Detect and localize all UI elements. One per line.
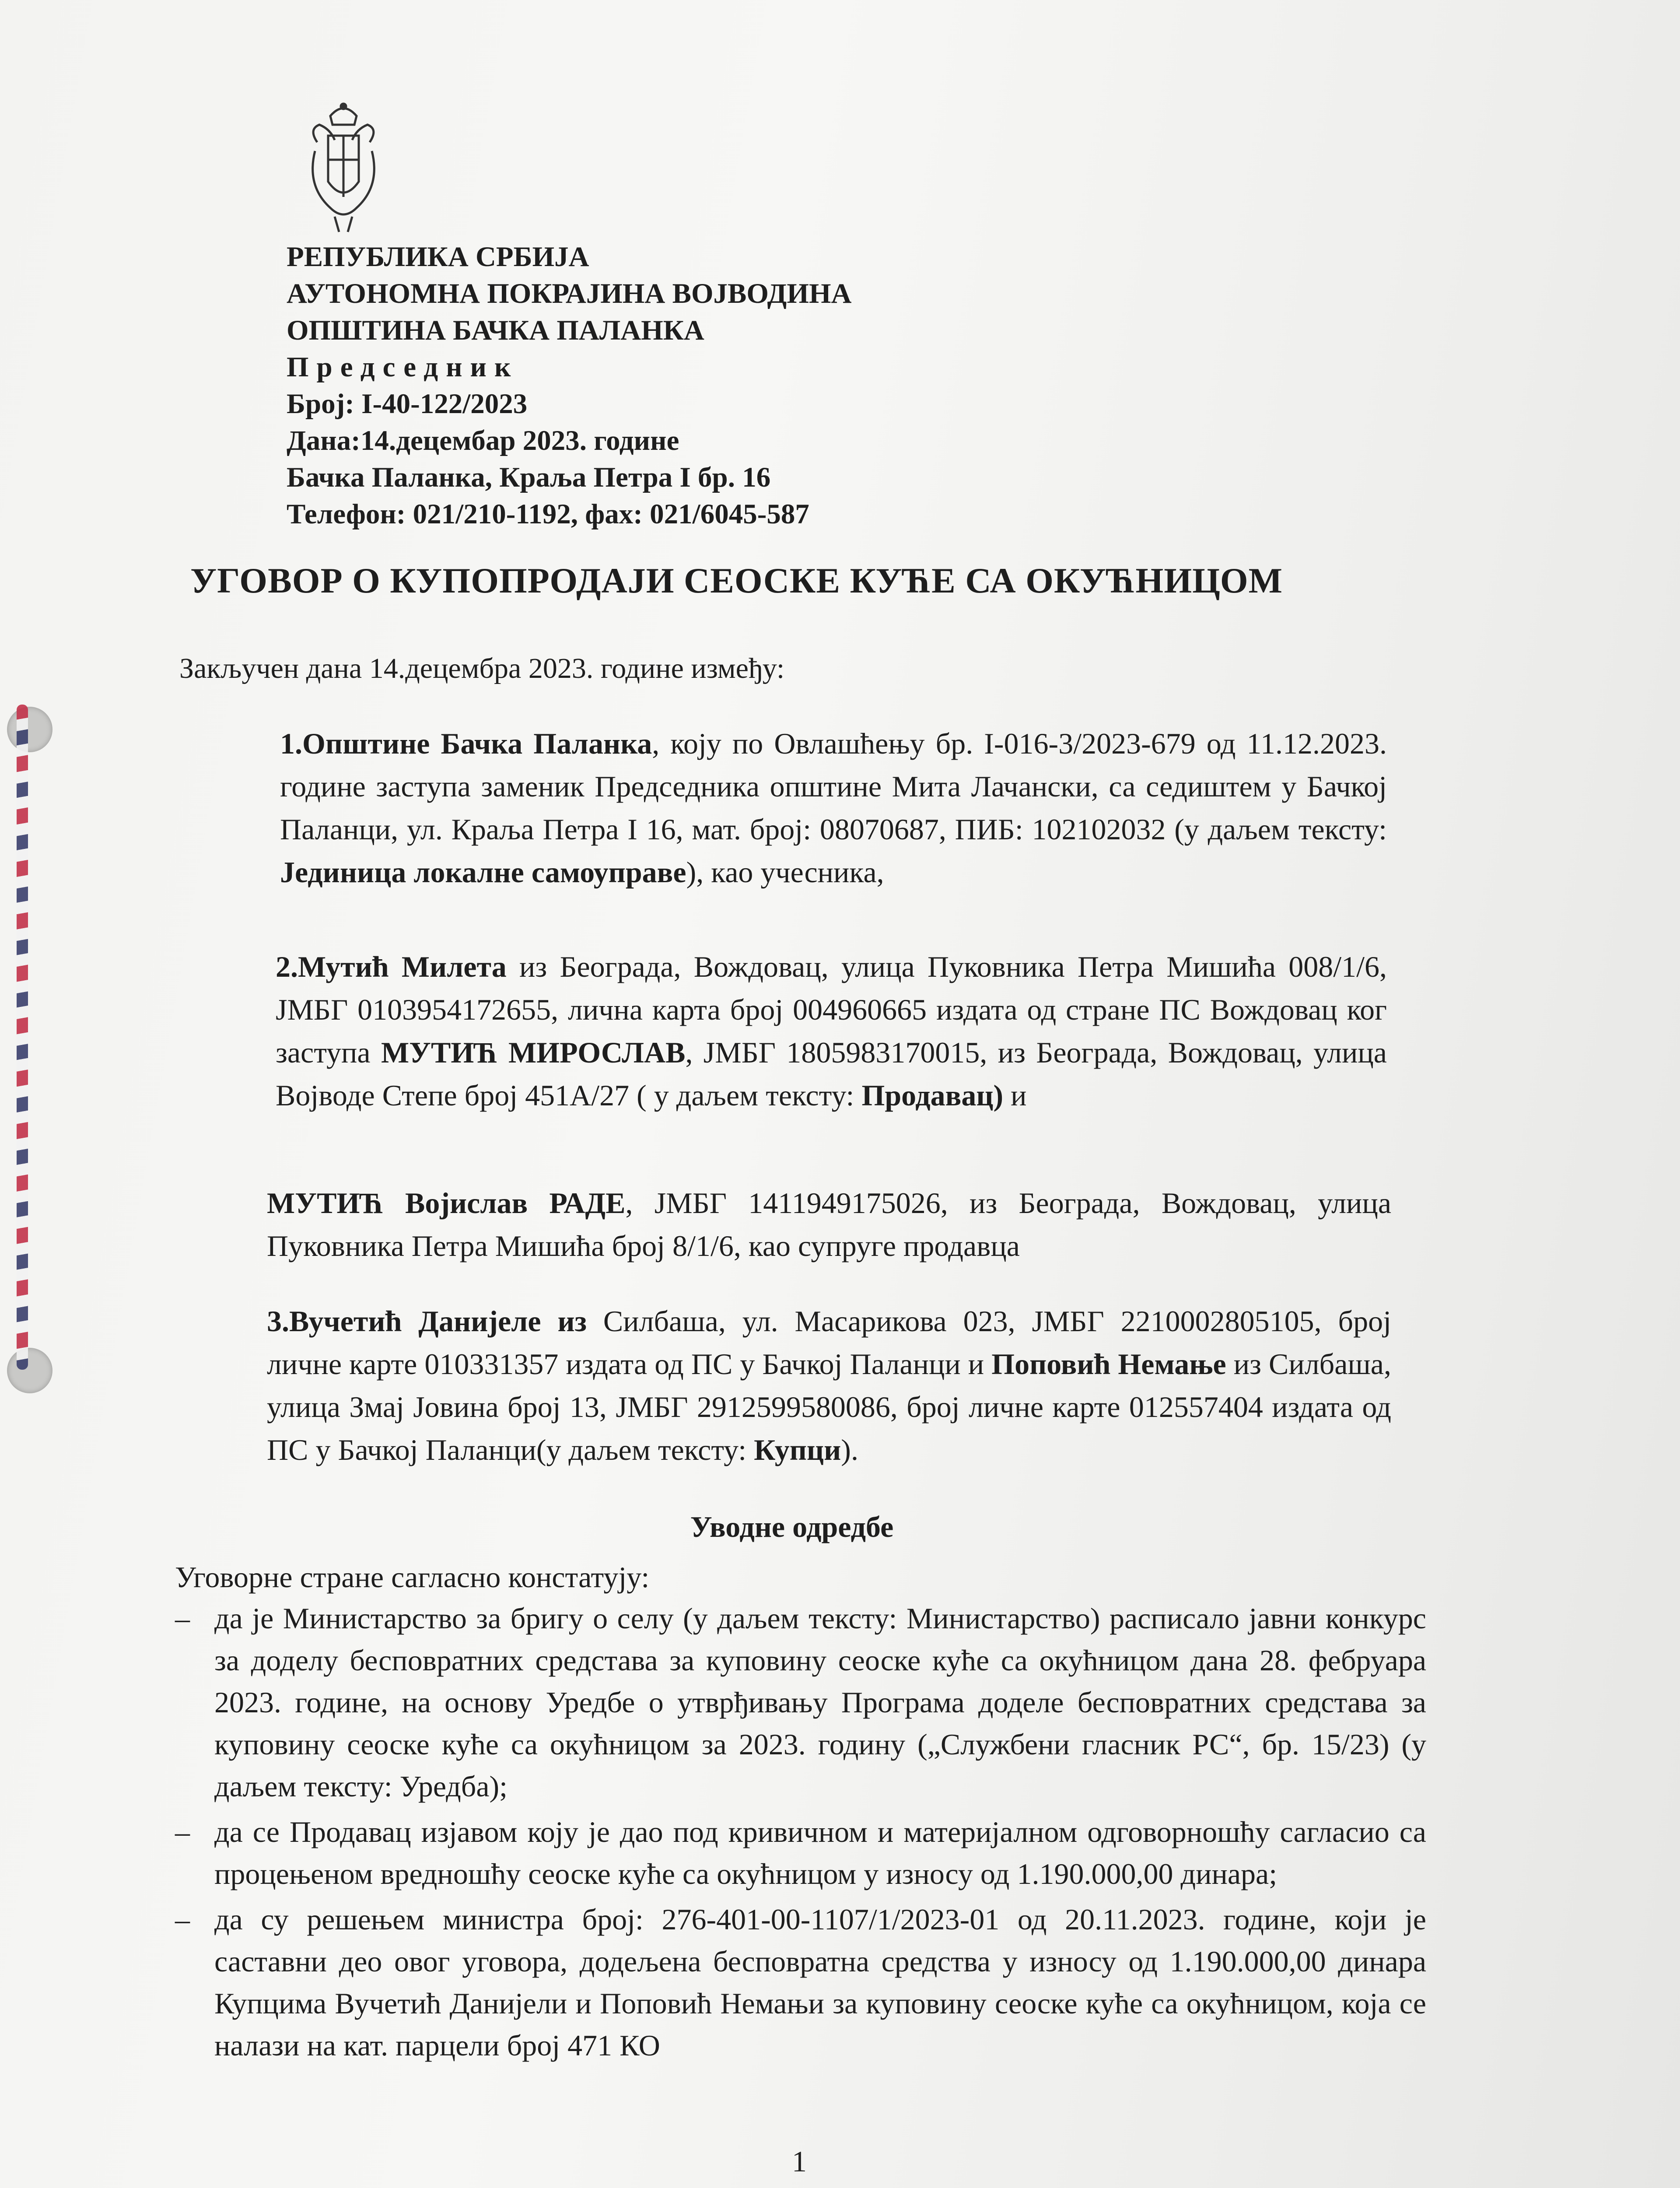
party-3-text: Силбаша, ул. Масарикова 023, ЈМБГ 2210002805105, број личне карте 010331357 издата од ПС у Бачкој Паланци и: [267, 1304, 1391, 1381]
party-2-designation: Продавац): [861, 1079, 1004, 1112]
page-number: 1: [792, 2145, 807, 2178]
intro-line: Закључен дана 14.децембра 2023. године између:: [179, 652, 785, 684]
party-2-representative: МУТИЋ МИРОСЛАВ: [381, 1036, 686, 1069]
list-item: [175, 1811, 1426, 1895]
list-item: [175, 1898, 1426, 2066]
party-3-name: 3.Вучетић Данијеле из: [267, 1304, 587, 1338]
letterhead-phone: Телефон: 021/210-1192, фах: 021/6045-587: [287, 498, 809, 530]
party-3-designation: Купци: [754, 1433, 841, 1466]
binding-hole: [7, 1348, 52, 1393]
spouse-name: МУТИЋ Војислав РАДЕ: [267, 1186, 626, 1220]
list-item-text: да је Министарство за бригу о селу (у даљем тексту: Министарство) расписало јавни конкурс за доделу бесповратних средстава за куповину сеоске куће са окућницом дана 28. фебруара 2023. године, на основу Уредбе о утврђивању Програма доделе бесповратних средстава за куповину сеоске куће са окућницом за 2023. годину („Службени гласник РС“, бр. 15/23) (у даљем тексту: Уредба);: [214, 1602, 1426, 1803]
bullet-dash: –: [175, 1602, 190, 1635]
list-item-text: да се Продавац изјавом коју је дао под кривичном и материјалном одговорношћу сагласио са процењеном вредношћу сеоске куће са окућницом у износу од 1.190.000,00 динара;: [214, 1815, 1426, 1890]
letterhead-address: Бачка Паланка, Краља Петра I бр. 16: [287, 462, 771, 493]
party-1-text-end: ), као учесника,: [686, 856, 884, 889]
section-lead: Уговорне стране сагласно констатују:: [175, 1560, 650, 1594]
party-2-text: из Београда, Вождовац, улица Пуковника Петра Мишића 008/1/6, ЈМБГ 0103954172655, лична карта број 004960665 издата од стране ПС Вождовац ког заступа: [276, 950, 1387, 1069]
section-heading: Уводне одредбе: [690, 1510, 894, 1543]
party-2-paragraph: [276, 945, 1387, 1117]
binding-hole: [7, 707, 52, 752]
coat-of-arms-icon: [304, 98, 383, 238]
party-1-designation: Јединица локалне самоуправе: [280, 856, 686, 889]
party-1-text: , коју по Овлашћењу бр. I-016-3/2023-679 од 11.12.2023. године заступа заменик Председника општине Мита Лачански, са седиштем у Бачкој Паланци, ул. Краља Петра I 16, мат. број: 08070687, ПИБ: 102102032 (у даљем тексту:: [280, 727, 1387, 846]
binding-string: [17, 705, 28, 1370]
letterhead-country: РЕПУБЛИКА СРБИЈА: [287, 241, 589, 273]
party-3-second-name: Поповић Немање: [991, 1347, 1226, 1381]
document-title: УГОВОР О КУПОПРОДАЈИ СЕОСКЕ КУЋЕ СА ОКУЋНИЦОМ: [190, 561, 1283, 600]
letterhead: [287, 238, 851, 533]
list-item-text: да су решењем министра број: 276-401-00-1107/1/2023-01 од 20.11.2023. године, који је саставни део овог уговора, додељена бесповратна средства у износу од 1.190.000,00 динара Купцима Вучетић Данијели и Поповић Немањи за куповину сеоске куће са окућницом, која се налази на кат. парцели број 471 КО: [214, 1903, 1426, 2062]
party-3-text-end: ).: [841, 1433, 858, 1466]
bullet-dash: –: [175, 1815, 190, 1848]
party-2-name: 2.Мутић Милета: [276, 950, 507, 983]
letterhead-office: Председник: [287, 351, 519, 383]
party-1-name: 1.Општине Бачка Паланка: [280, 727, 652, 760]
list-item: [175, 1597, 1426, 1807]
letterhead-province: АУТОНОМНА ПОКРАЈИНА ВОЈВОДИНА: [287, 278, 852, 309]
party-2-text-mid: , ЈМБГ 1805983170015, из Београда, Вождовац, улица Војводе Степе број 451А/27 ( у даљем тексту:: [276, 1036, 1387, 1112]
party-2-spouse-paragraph: [267, 1182, 1391, 1267]
letterhead-date: Дана:14.децембар 2023. године: [287, 425, 679, 456]
party-2-text-end: и: [1003, 1079, 1027, 1112]
party-3-paragraph: [267, 1300, 1391, 1471]
spouse-text: , ЈМБГ 1411949175026, из Београда, Вождовац, улица Пуковника Петра Мишића број 8/1/6, као супруге продавца: [267, 1186, 1391, 1262]
party-3-text-mid: из Силбаша, улица Змај Јовина број 13, ЈМБГ 2912599580086, број личне карте 012557404 издата од ПС у Бачкој Паланци(у даљем тексту:: [267, 1347, 1391, 1466]
party-1-paragraph: [280, 722, 1387, 894]
bullet-list: [175, 1597, 1426, 2070]
letterhead-number: Број: I-40-122/2023: [287, 388, 528, 420]
bullet-dash: –: [175, 1903, 190, 1936]
letterhead-municipality: ОПШТИНА БАЧКА ПАЛАНКА: [287, 315, 704, 346]
